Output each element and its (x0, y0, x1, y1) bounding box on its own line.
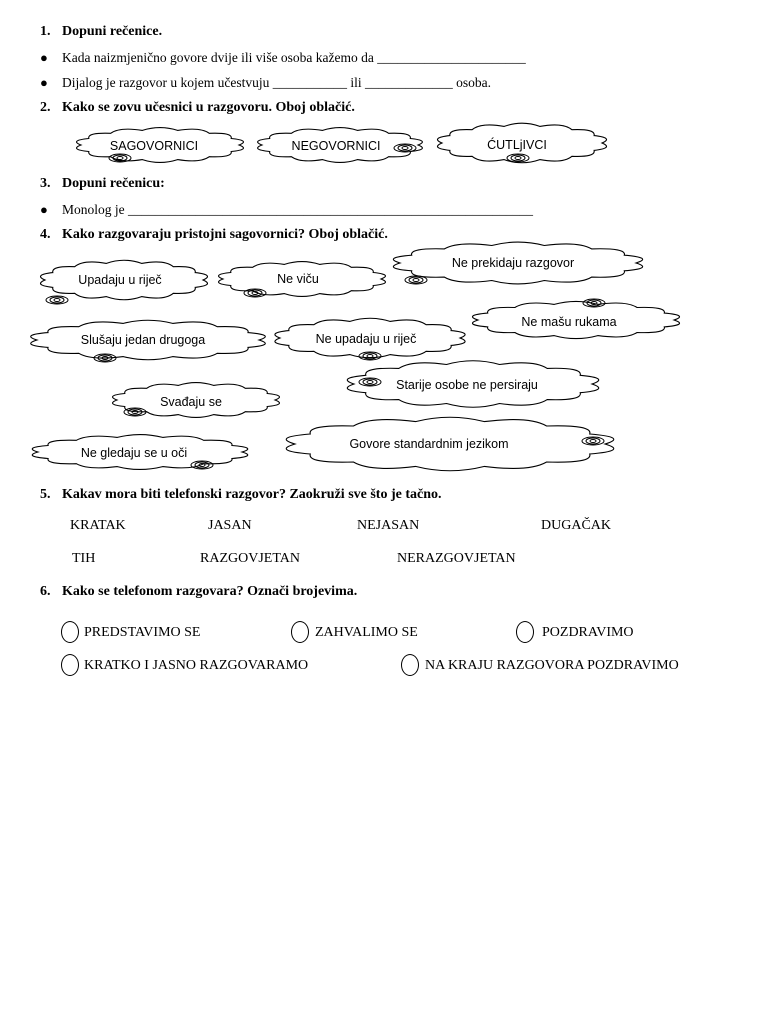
question-5-heading (40, 487, 442, 503)
cloud-label[interactable]: Govore standardnim jezikom (349, 437, 509, 451)
cloud-tail-bubble (54, 299, 60, 302)
option-word[interactable]: JASAN (208, 518, 252, 533)
cloud-tail-bubble (413, 279, 419, 282)
question-number: 6. (40, 584, 51, 599)
cloud-tail-bubble (50, 297, 64, 303)
option-word[interactable]: NEJASAN (357, 518, 420, 533)
question-title: Dopuni rečenicu: (62, 176, 165, 191)
question-4-heading (40, 227, 388, 243)
q3-sentence-1[interactable]: Monolog je ____________________________________________________________ (62, 202, 533, 217)
question-2-heading (40, 100, 355, 116)
step-label: ZAHVALIMO SE (315, 625, 418, 640)
question-1-heading (40, 24, 162, 40)
cloud-label[interactable]: Ne gledaju se u oči (80, 446, 188, 460)
cloud-label[interactable]: Slušaju jedan drugoga (80, 333, 206, 347)
question-number: 2. (40, 100, 51, 115)
number-circle[interactable] (61, 621, 79, 643)
cloud-label[interactable]: Ne viču (277, 272, 319, 286)
cloud-label[interactable]: Starije osobe ne persiraju (396, 378, 538, 392)
cloud-label[interactable]: Ne upadaju u riječ (315, 332, 417, 346)
step-label: POZDRAVIMO (542, 625, 634, 640)
cloud-tail-bubble (409, 277, 423, 283)
question-3-heading (40, 176, 165, 192)
number-circle[interactable] (61, 654, 79, 676)
option-word[interactable]: RAZGOVJETAN (200, 551, 300, 566)
step-label: KRATKO I JASNO RAZGOVARAMO (84, 658, 309, 673)
bullet-icon: ● (40, 202, 48, 217)
option-word[interactable]: NERAZGOVJETAN (397, 551, 516, 566)
number-circle[interactable] (516, 621, 534, 643)
question-number: 1. (40, 24, 51, 39)
option-word[interactable]: DUGAČAK (541, 518, 611, 533)
option-word[interactable]: KRATAK (70, 518, 126, 533)
question-number: 5. (40, 487, 51, 502)
option-word[interactable]: TIH (72, 551, 96, 566)
number-circle[interactable] (291, 621, 309, 643)
step-label: NA KRAJU RAZGOVORA POZDRAVIMO (425, 658, 679, 673)
bullet-icon: ● (40, 50, 48, 65)
q1-sentence-1[interactable]: Kada naizmjenično govore dvije ili više osoba kažemo da ______________________ (62, 50, 526, 65)
question-number: 3. (40, 176, 51, 191)
q1-sentence-2[interactable]: Dijalog je razgovor u kojem učestvuju ___________ ili _____________ osoba. (62, 75, 491, 90)
question-title: Kako se telefonom razgovara? Označi brojevima. (62, 584, 358, 599)
step-label: PREDSTAVIMO SE (84, 625, 201, 640)
question-number: 4. (40, 227, 51, 242)
cloud-label[interactable]: Upadaju u riječ (78, 273, 162, 287)
question-title: Kakav mora biti telefonski razgovor? Zaokruži sve što je tačno. (62, 487, 442, 502)
question-6-heading (40, 584, 357, 600)
cloud-label-cutljivci[interactable]: ĆUTLjIVCI (487, 138, 547, 152)
question-title: Kako se zovu učesnici u razgovoru. Oboj oblačić. (62, 100, 355, 115)
question-title: Kako razgovaraju pristojni sagovornici? Oboj oblačić. (62, 227, 388, 242)
cloud-label-sagovornici[interactable]: SAGOVORNICI (109, 139, 199, 153)
question-title: Dopuni rečenice. (62, 24, 163, 39)
cloud-label[interactable]: Ne prekidaju razgovor (451, 256, 575, 270)
bullet-icon: ● (40, 75, 48, 90)
cloud-label[interactable]: Ne mašu rukama (521, 315, 617, 329)
cloud-label-negovornici[interactable]: NEGOVORNICI (291, 139, 381, 153)
cloud-label[interactable]: Svađaju se (160, 395, 222, 409)
number-circle[interactable] (401, 654, 419, 676)
